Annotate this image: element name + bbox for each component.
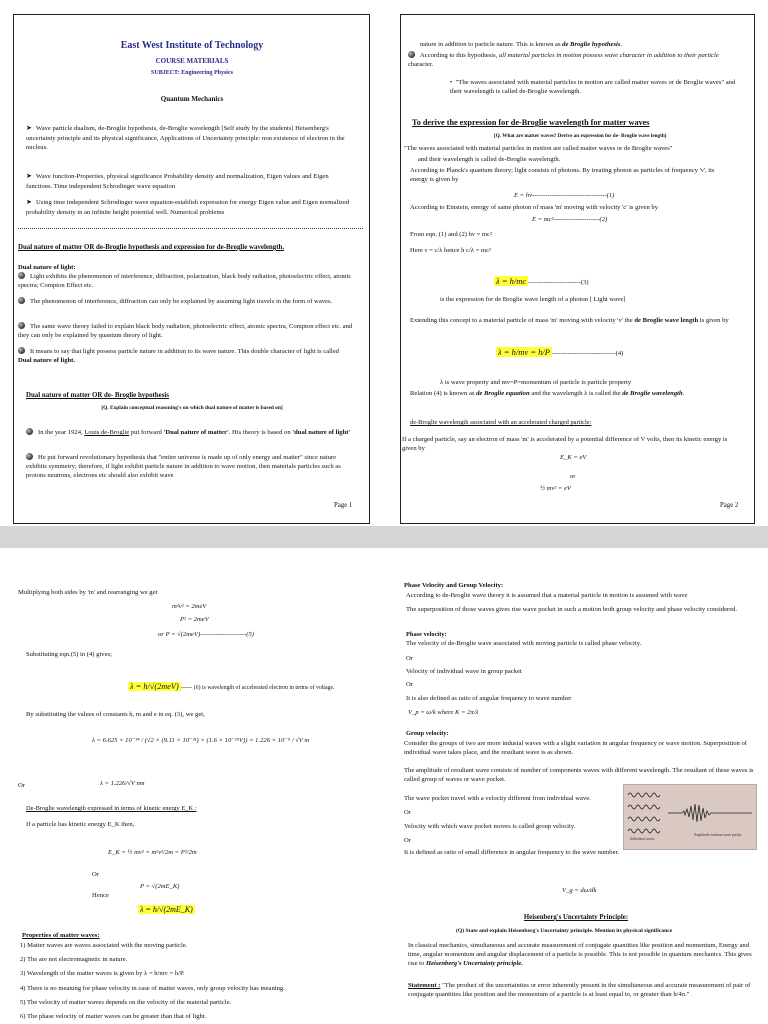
- einstein-text: According to Einstein, energy of same photon of mass 'm' moving with velocity 'c' is given by: [410, 204, 659, 211]
- or-text: Or: [406, 655, 413, 662]
- or-text: Or: [18, 782, 25, 789]
- course-title: COURSE MATERIALS: [155, 57, 229, 65]
- ke-heading: De-Broglie wavelength expressed in terms of kinetic energy E_K :: [26, 805, 197, 812]
- figure-caption-right: Amplitude resultant wave packet: [694, 833, 742, 837]
- group-text-2: The amplitude of resultant wave consists of number of components waves with different wavelength. The resultant of these waves is called group of waves or wave pocket.: [404, 767, 754, 784]
- ek-equation: E_K = ½ mv² = m²v²/2m = P²/2m: [108, 849, 197, 856]
- matter-heading: Dual nature of matter OR de- Broglie hypothesis: [26, 392, 169, 399]
- accel-text: If a charged particle, say an electron of mass 'm' is accelerated by a potential difference of V volts, then its kinetic energy is given by: [402, 436, 728, 453]
- matter-point-2: He put forward revolutionary hypothesis that "entire universe is made up of only energy and matter" since nature exhibits symmetry; therefore, if light exhibit particle nature in addition to wave motion, then materials particles such as protons neutrons, electrons etc should also exhibit wave: [26, 454, 341, 480]
- group-text-5: It is defined as ratio of small difference in angular frequency to the wave number.: [404, 849, 620, 856]
- pg-text-2: The superposition of those waves gives rise wave pocket in such a motion both group velocity and phase velocity considered.: [406, 606, 738, 613]
- round-bullet-icon: [18, 347, 25, 354]
- institute-title: East West Institute of Technology: [120, 40, 264, 51]
- phase-text-2: Velocity of individual wave in group packet: [406, 668, 522, 675]
- arrow-bullet-icon: ➤: [26, 198, 32, 206]
- prop-item: 6) The phase velocity of matter waves can be greater than that of light.: [20, 1013, 207, 1020]
- statement-text: Statement : "The product of the uncertainties or error inherently present in the simultaneous and accurate measurement of pair of conjugate quantities like position and the momentum of a particle is at least equal to, or greater than h/4π.": [408, 982, 751, 999]
- equation-3: λ = h/mc ------------------------(3): [496, 276, 589, 286]
- chapter-title: Quantum Mechanics: [160, 95, 224, 103]
- props-heading: Properties of matter waves:: [22, 932, 100, 939]
- round-bullet-icon: [408, 51, 415, 58]
- ke-text: If a particle has kinetic energy E_K then,: [26, 821, 135, 828]
- matter-question: [Q. Explain conceptual reasoning's on which dual nature of matter is based on]: [101, 405, 283, 411]
- dual-nature-heading: Dual nature of matter OR de-Broglie hypothesis and expression for de-Broglie wavelength.: [18, 244, 285, 251]
- group-text-3: The wave pocket travel with a velocity different from individual wave.: [404, 795, 591, 802]
- from-eqn: From eqn. (1) and (2) hν = mc²: [410, 231, 492, 238]
- pg-text-1: According to de-Broglie wave theory it is assumed that a material particle in motion is assumed with wave: [406, 592, 688, 599]
- pg-heading: Phase Velocity and Group Velocity:: [404, 582, 504, 589]
- group-text-1: Consider the groups of two are more indusial waves with a slight variation in angular frequency or wave motion. Superposition of individual wave takes place, and the resultant wave is as shown.: [404, 740, 747, 757]
- big-equation: λ = 6.625 × 10⁻³⁴ / (√2 × (9.11 × 10⁻³¹) × (1.6 × 10⁻¹⁹V)) = 1.226 × 10⁻⁹ / √V m: [92, 737, 310, 744]
- prop-item: 2) The are not electromagnetic in nature.: [20, 956, 128, 963]
- planck-text: According to Planck's quantum theory; light consists of photons. By treating photon as particles of frequency 'ν', its energy is given by: [410, 167, 715, 184]
- prop-item: 4) There is no meaning for phase velocity in case of matter waves, only group velocity has meaning.: [20, 985, 285, 992]
- small-equation: λ = 1.226/√V nm: [100, 780, 145, 787]
- phase-equation: V_p = ω/k where K = 2π/λ: [408, 709, 479, 716]
- waves-line: • "The waves associated with material particles in motion are called matter waves or de Broglie waves" and their wavelength is called de-Broglie wavelength.: [450, 79, 736, 96]
- syllabus-item-2: ➤ Wave function-Properties, physical significance Probability density and normalization, Eigen values and Eigen functions. Time independent Schrodinger wave equation: [26, 172, 329, 190]
- derive-question: [Q. What are matter waves? Derive an expression for de- Broglie wave length]: [494, 133, 667, 139]
- prop-item: 5) The velocity of matter waves depends on the velocity of the material particle.: [20, 999, 232, 1006]
- subject-title: SUBJECT: Engineering Physics: [151, 70, 233, 76]
- phase-text-3: It is also defined as ratio of angular frequency to wave number: [406, 695, 572, 702]
- eq-m2v2: m²v² = 2meV: [172, 603, 207, 610]
- light-point-1: Light exhibits the phenomenon of interference, diffraction, polarization, black body radiation, photoelectric effect, atomic spectra; Compton Effect etc.: [18, 273, 352, 290]
- light-point-4: It means to say that light possess particle nature in addition to its wave nature. This double character of light is called Dual nature of light.: [18, 348, 339, 365]
- heisenberg-heading: Heisenberg's Uncertainty Principle:: [523, 914, 629, 921]
- light-point-2: The phenomenon of interference, diffraction can only be explained by assuming light travels in the form of waves.: [18, 297, 353, 306]
- round-bullet-icon: [26, 453, 33, 460]
- eq-5: or P = √(2meV)---------------------(5): [158, 631, 254, 638]
- light-point-3: The same wave theory failed to explain black body radiation, photoelectric effect, atomic spectra, Compton effect etc. and they can only be explained by quantum theory of light.: [18, 323, 353, 340]
- group-heading: Group velocity:: [406, 730, 449, 737]
- equation-4: λ = h/mv = h/P -----------------------------(4): [498, 347, 624, 357]
- or-text: or: [570, 473, 576, 480]
- p-equation: P = √(2mE_K): [140, 883, 180, 890]
- accel-heading: de-Broglie wavelength associated with an accelerated charged particle:: [410, 419, 592, 426]
- syllabus-item-3: ➤ Using time independent Schrodinger wave equation-establish expression for energy Eigen value and Eigen normalized probability density in an infinite height potential well. Numerical problems: [26, 198, 350, 216]
- eq-6: λ = h/√(2meV) ------ (6) is wavelength of accelerated electron in terms of voltage.: [130, 682, 335, 691]
- or-text: Or: [404, 809, 411, 816]
- light-heading: Dual nature of light:: [18, 264, 76, 271]
- heisenberg-question: (Q) State and explain Heisenberg's Uncertainty principle. Mention its physical significance: [456, 928, 673, 934]
- quote-line: "The waves associated with material particles in motion are called matter waves or de Broglie waves": [404, 145, 673, 152]
- arrow-bullet-icon: ➤: [26, 124, 32, 132]
- group-text-4: Velocity with which wave pocket moves is called group velocity.: [404, 823, 576, 830]
- or-text-2: Or: [92, 871, 99, 878]
- here-line: Here ν = c/λ hence h c/λ = mc²: [410, 247, 492, 254]
- derive-heading: To derive the expression for de-Broglie wavelength for matter waves: [412, 118, 650, 127]
- page-number: Page 1: [334, 502, 353, 509]
- figure-caption-left: Individual waves: [630, 837, 655, 841]
- page-1: [0, 0, 384, 526]
- prop-item: 3) Wavelength of the matter waves is given by λ = h/mv = h/P.: [20, 970, 185, 977]
- round-bullet-icon: [18, 322, 25, 329]
- hence-text: Hence: [92, 892, 109, 899]
- equation-half: ½ mv² = eV: [540, 485, 571, 492]
- page-3: [0, 548, 384, 1024]
- lambda-line: λ is wave property and mv=P=momentum of particle is particle property: [440, 379, 632, 386]
- round-bullet-icon: [18, 272, 25, 279]
- hypothesis-point: According to this hypothesis, all material particles in motion possess wave character in addition to their particle character.: [408, 52, 719, 69]
- group-equation: V_g = dω/dk: [562, 887, 597, 894]
- page-2: [384, 0, 768, 526]
- substitute-text: Substituting eqn.(5) in (4) gives;: [26, 651, 112, 658]
- page-number: Page 2: [720, 502, 739, 509]
- phase-text-1: The velocity of de-Broglie wave associated with moving particle is called phase velocity.: [406, 640, 642, 647]
- multiply-text: Multiplying both sides by 'm' and rearranging we get: [18, 589, 158, 596]
- or-text: Or: [404, 837, 411, 844]
- phase-heading: Phase velocity:: [406, 631, 447, 638]
- or-text: Or: [406, 681, 413, 688]
- round-bullet-icon: [18, 297, 25, 304]
- page-4: [384, 548, 768, 1024]
- arrow-bullet-icon: ➤: [26, 172, 32, 180]
- top-line: nature in addition to particle nature. This is known as de Broglie hypothesis.: [420, 41, 623, 48]
- equation-2: E = mc²---------------------(2): [532, 216, 608, 223]
- round-bullet-icon: [26, 428, 33, 435]
- prop-item: 1) Matter waves are waves associated with the moving particle.: [20, 942, 188, 949]
- divider: [18, 228, 363, 229]
- matter-point-1: In the year 1924, Louis de-Broglie put forward 'Dual nature of matter'. His theory is based on 'dual nature of light': [26, 428, 351, 437]
- relation-line: Relation (4) is known as de Broglie equation and the wavelength λ is called the de Broglie wavelength.: [410, 390, 685, 397]
- eq-p2: P² = 2meV: [180, 616, 209, 623]
- syllabus-item-1: ➤ Wave particle dualism, de-Broglie hypothesis, de-Broglie wavelength [Self study by the students] Heisenberg's uncertainty principle and its physical significance, Applications of Uncertainty principle: non existence of electron in the nucleus.: [26, 124, 345, 151]
- extend-text: Extending this concept to a material particle of mass 'm' moving with velocity 'v' the de Broglie wave length is given by: [410, 317, 729, 324]
- quote-line-2: and their wavelength is called de-Broglie wavelength.: [418, 156, 561, 163]
- equation-1: E = hν----------------------------------(1): [514, 192, 615, 199]
- by-subst-text: By substituting the values of constants h, m and e in eq. (3), we get,: [26, 711, 205, 718]
- lambda-ek-equation: λ = h/√(2mE_K): [140, 905, 193, 914]
- equation-3-text: is the expression for de Broglie wave length of a photon [ Light wave]: [440, 296, 626, 303]
- heisenberg-text: In classical mechanics, simultaneous and accurate measurement of conjugate quantities like position and momentum, Energy and time, angular momentum and angular displacement of a particle is possible. This is not possible in quantum mechanics. This gives rise to Heisenberg's Uncertainty principle.: [408, 942, 752, 968]
- wave-packet-figure: [623, 784, 757, 850]
- equation-ek: E_K = eV: [560, 454, 587, 461]
